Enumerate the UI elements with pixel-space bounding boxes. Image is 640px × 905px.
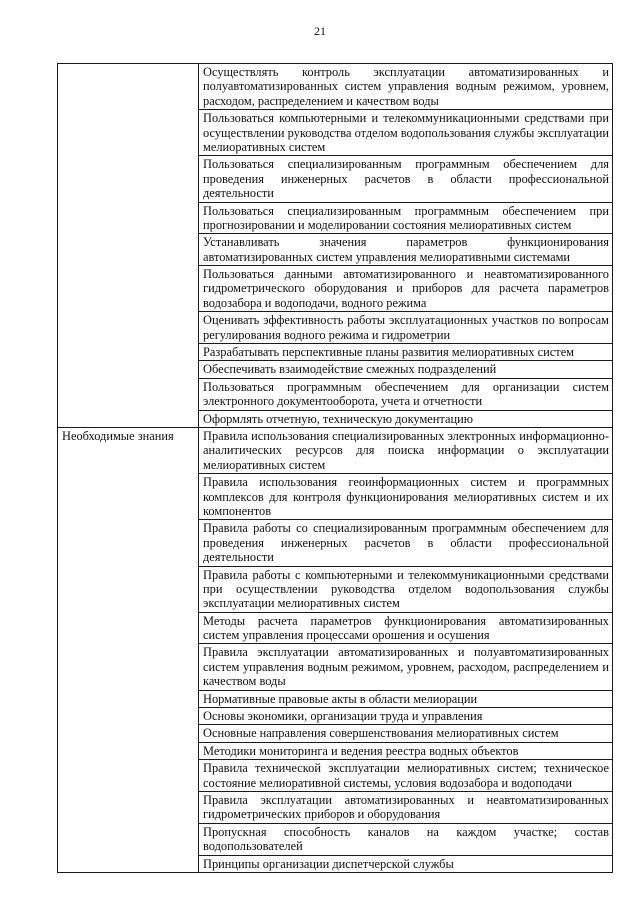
section-label-cell: Необходимые знания	[58, 427, 199, 872]
item-cell: Основы экономики, организации труда и управления	[199, 708, 613, 725]
item-cell: Пропускная способность каналов на каждом участке; состав водопользователей	[199, 823, 613, 855]
item-cell: Оформлять отчетную, техническую документацию	[199, 410, 613, 427]
item-cell: Правила работы со специализированным программным обеспечением для проведения инженерных расчетов в области профессиональной деятельности	[199, 520, 613, 566]
item-cell: Основные направления совершенствования мелиоративных систем	[199, 725, 613, 742]
item-cell: Правила использования геоинформационных систем и программных комплексов для контроля функционирования мелиоративных систем и их компонентов	[199, 474, 613, 520]
item-cell: Оценивать эффективность работы эксплуатационных участков по вопросам регулирования водного режима и гидрометрии	[199, 312, 613, 344]
item-cell: Пользоваться компьютерными и телекоммуникационными средствами при осуществлении руководства отделом водопользования службы эксплуатации мелиоративных систем	[199, 110, 613, 156]
item-cell: Обеспечивать взаимодействие смежных подразделений	[199, 361, 613, 378]
item-cell: Пользоваться специализированным программным обеспечением при прогнозировании и моделировании состояния мелиоративных систем	[199, 202, 613, 234]
item-cell: Правила работы с компьютерными и телекоммуникационными средствами при осуществлении руководства отделом водопользования службы эксплуатации мелиоративных систем	[199, 566, 613, 612]
page-number: 21	[314, 24, 326, 38]
item-cell: Правила технической эксплуатации мелиоративных систем; техническое состояние мелиоративной системы, условия водозабора и водоподачи	[199, 760, 613, 792]
competency-table-body	[58, 64, 613, 873]
table-row	[58, 64, 613, 110]
item-cell: Разрабатывать перспективные планы развития мелиоративных систем	[199, 344, 613, 361]
item-cell: Пользоваться данными автоматизированного и неавтоматизированного гидрометрического оборудования и приборов для расчета параметров водозабора и водоподачи, водного режима	[199, 266, 613, 312]
item-cell: Методики мониторинга и ведения реестра водных объектов	[199, 742, 613, 759]
section-label-cell	[58, 64, 199, 428]
item-cell: Пользоваться специализированным программным обеспечением для проведения инженерных расчетов в области профессиональной деятельности	[199, 156, 613, 202]
item-cell: Пользоваться программным обеспечением для организации систем электронного документооборота, учета и отчетности	[199, 378, 613, 410]
item-cell: Правила использования специализированных электронных информационно-аналитических ресурсов для поиска информации о эксплуатации мелиоративных систем	[199, 427, 613, 473]
item-cell: Осуществлять контроль эксплуатации автоматизированных и полуавтоматизированных систем управления водным режимом, уровнем, расходом, распределением и качеством воды	[199, 64, 613, 110]
competency-table	[57, 63, 613, 873]
item-cell: Методы расчета параметров функционирования автоматизированных систем управления процессами орошения и осушения	[199, 612, 613, 644]
item-cell: Правила эксплуатации автоматизированных и полуавтоматизированных систем управления водным режимом, уровнем, расходом, распределением и качеством воды	[199, 644, 613, 690]
item-cell: Принципы организации диспетчерской службы	[199, 855, 613, 872]
item-cell: Устанавливать значения параметров функционирования автоматизированных систем управления мелиоративными системами	[199, 234, 613, 266]
table-row	[58, 427, 613, 473]
item-cell: Правила эксплуатации автоматизированных и неавтоматизированных гидрометрических приборов и оборудования	[199, 791, 613, 823]
item-cell: Нормативные правовые акты в области мелиорации	[199, 690, 613, 707]
